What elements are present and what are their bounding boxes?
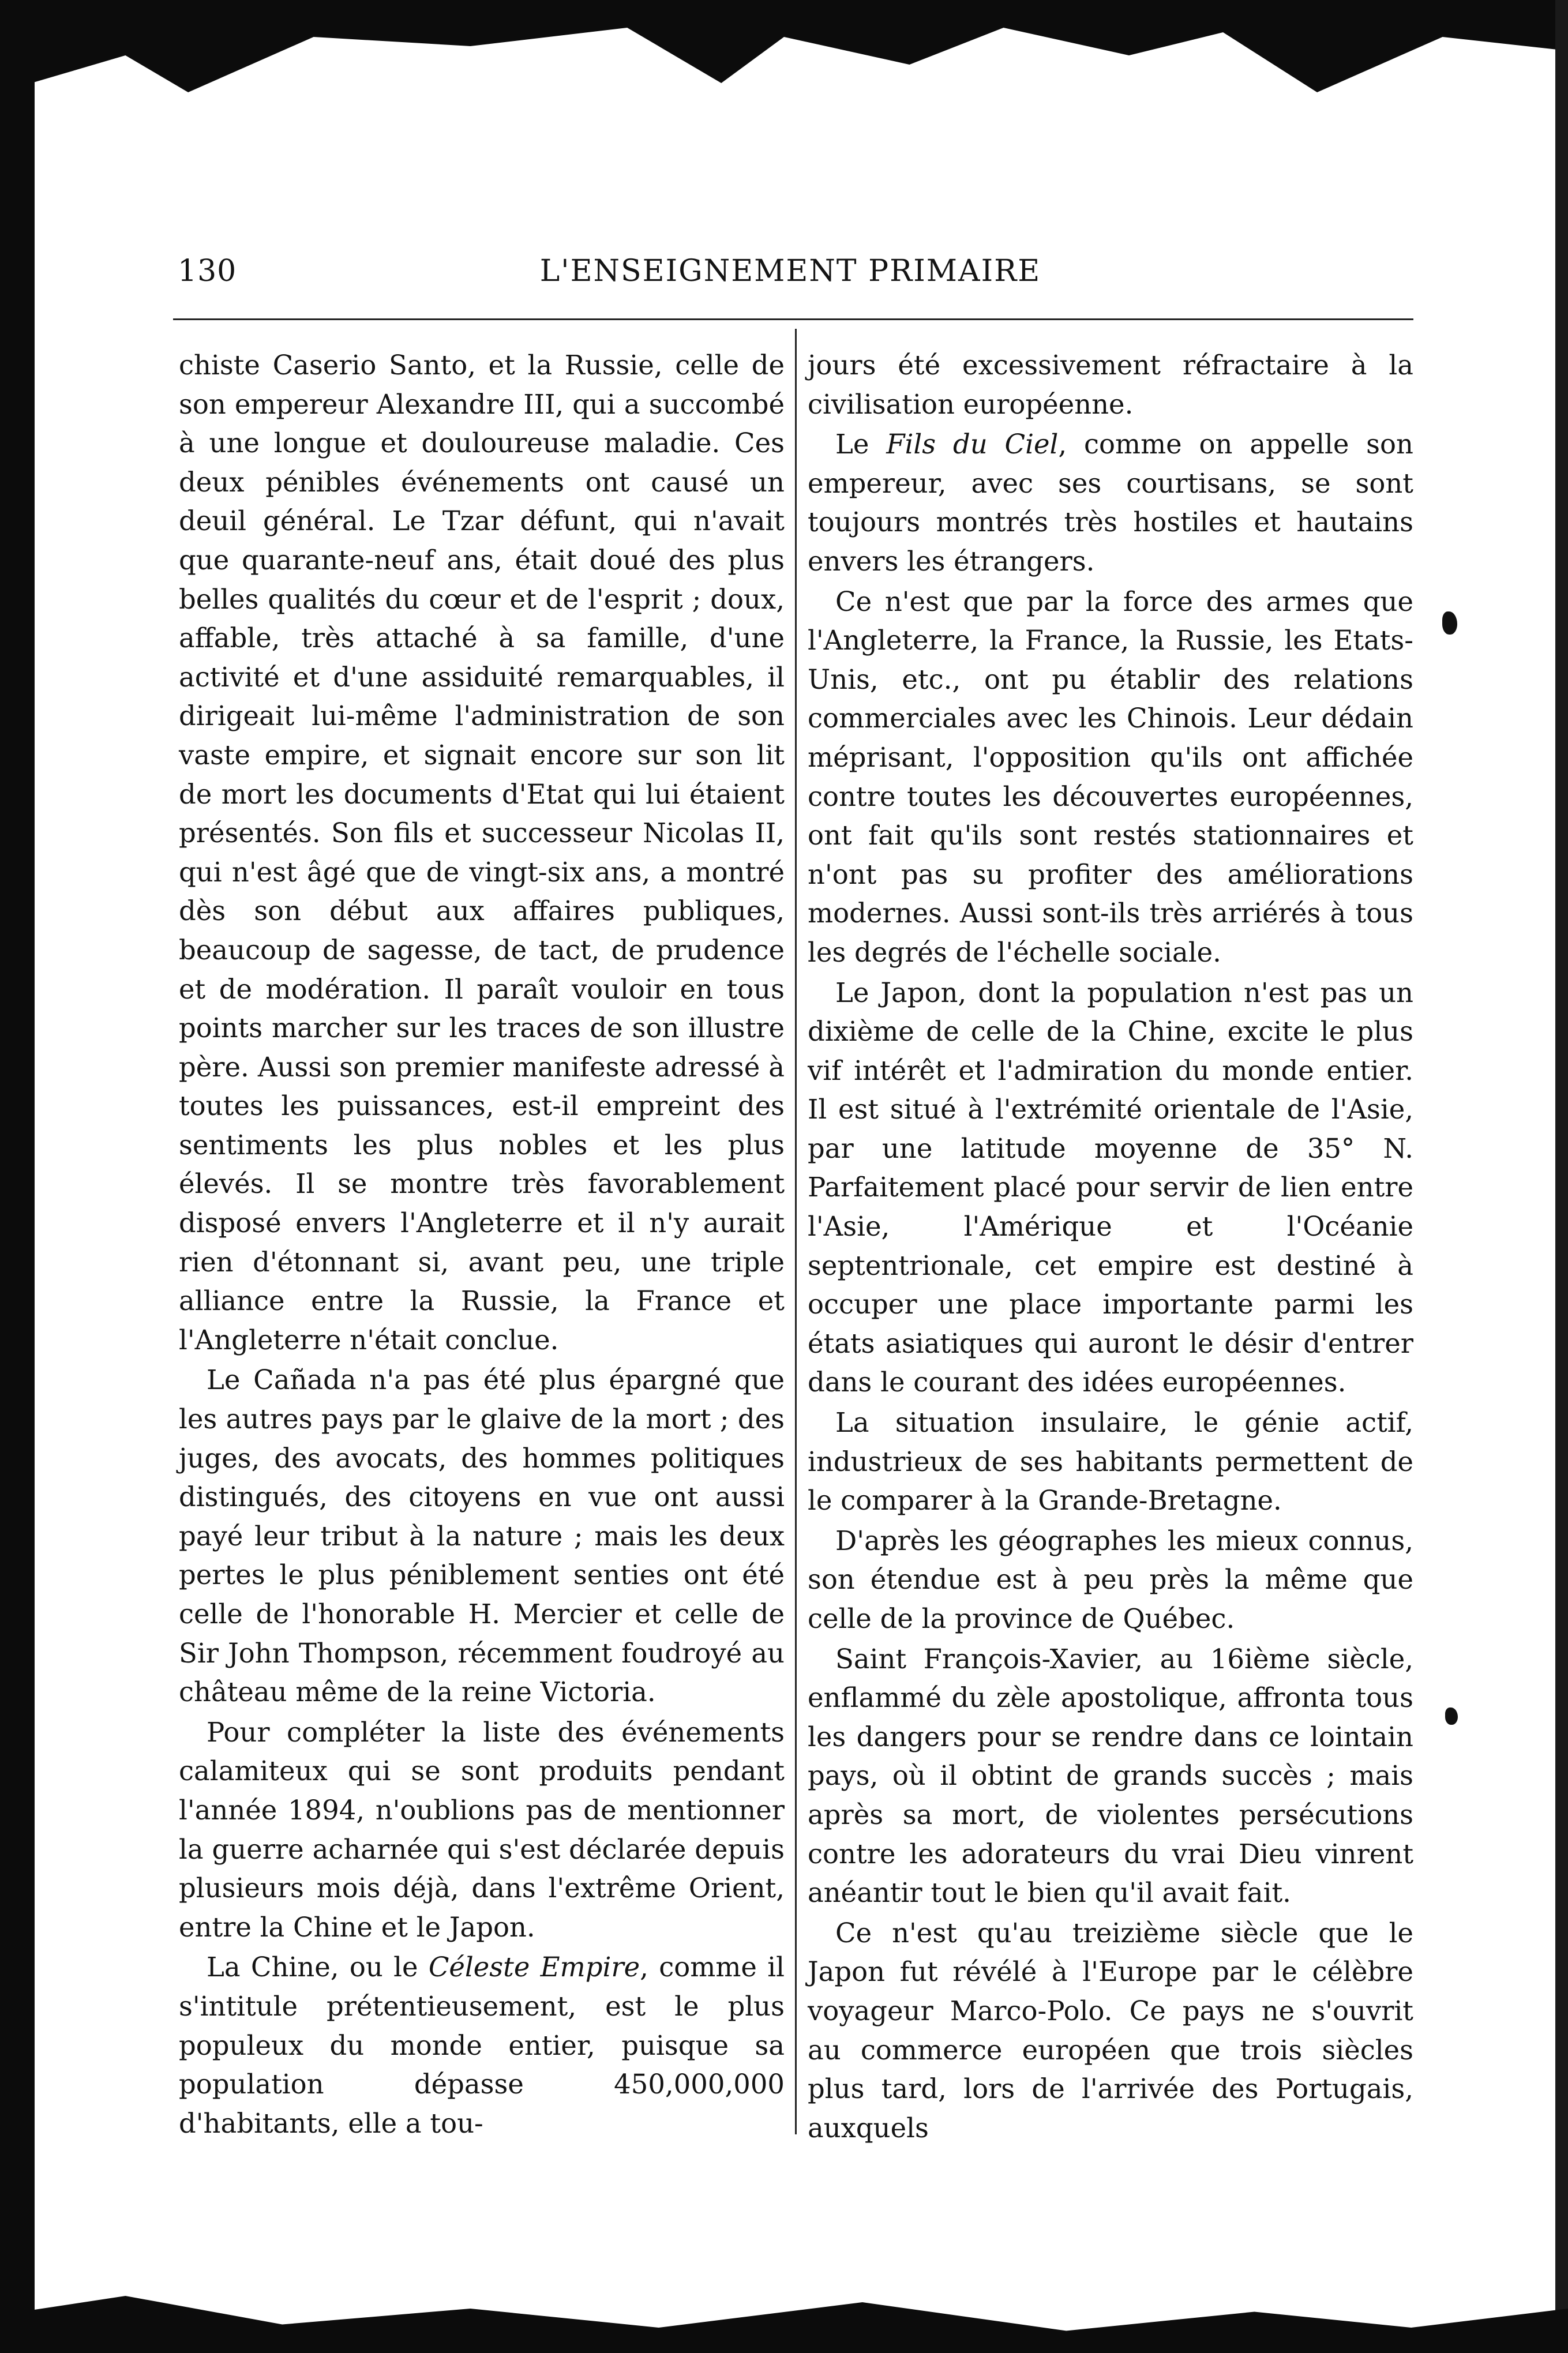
header-rule	[173, 318, 1413, 320]
paragraph	[179, 1948, 785, 2143]
ink-blot	[1445, 1707, 1458, 1725]
running-title: L'ENSEIGNEMENT PRIMAIRE	[539, 254, 1041, 288]
paragraph: chiste Caserio Santo, et la Russie, celle de son empereur Alexandre III, qui a succombé à une longue et douloureuse maladie. Ces deux pénibles événements ont causé un deuil général. Le Tzar défunt, qui n'avait que quarante-neuf ans, était doué des plus belles qualités du cœur et de l'esprit ; doux, affable, très attaché à sa famille, d'une activité et d'une assiduité remarquables, il dirigeait lui-même l'administration de son vaste empire, et signait encore sur son lit de mort les documents d'Etat qui lui étaient présentés. Son fils et successeur Nicolas II, qui n'est âgé que de vingt-six ans, a montré dès son début aux affaires publiques, beaucoup de sagesse, de tact, de prudence et de modération. Il paraît vouloir en tous points marcher sur les traces de son illustre père. Aussi son premier manifeste adressé à toutes les puissances, est-il empreint des sentiments les plus nobles et les plus élevés. Il se montre très favorablement disposé envers l'Angleterre et il n'y aurait rien d'étonnant si, avant peu, une triple alliance entre la Russie, la France et l'Angleterre n'était conclue.	[179, 350, 785, 1356]
text-run: La Chine, ou le	[207, 1952, 429, 1983]
italic-title: Fils du Ciel	[886, 429, 1059, 460]
paragraph: Pour compléter la liste des événements calamiteux qui se sont produits pendant l'année 1894, n'oublions pas de mentionner la guerre acharnée qui s'est déclarée depuis plusieurs mois déjà, dans l'extrême Orient, entre la Chine et le Japon.	[179, 1716, 785, 1943]
left-column	[179, 346, 785, 2144]
paragraph: Saint François-Xavier, au 16ième siècle, enflammé du zèle apostolique, affronta tous les dangers pour se rendre dans ce lointain pays, où il obtint de grands succès ; mais après sa mort, de violentes persécutions contre les adorateurs du vrai Dieu vinrent anéantir tout le bien qu'il avait fait.	[808, 1643, 1413, 1909]
paragraph: La situation insulaire, le génie actif, industrieux de ses habitants permettent de le comparer à la Grande-Bretagne.	[808, 1407, 1413, 1517]
paragraph: Ce n'est que par la force des armes que l'Angleterre, la France, la Russie, les Etats-Unis, etc., ont pu établir des relations commerciales avec les Chinois. Leur dédain méprisant, l'opposition qu'ils ont affichée contre toutes les découvertes européennes, ont fait qu'ils sont restés stationnaires et n'ont pas su profiter des améliorations modernes. Aussi sont-ils très arriérés à tous les degrés de l'échelle sociale.	[808, 586, 1413, 968]
paragraph: Ce n'est qu'au treizième siècle que le Japon fut révélé à l'Europe par le célèbre voyageur Marco-Polo. Ce pays ne s'ouvrit au commerce européen que trois siècles plus tard, lors de l'arrivée des Portugais, auxquels	[808, 1917, 1413, 2144]
text-run: Le	[835, 429, 887, 460]
text-run: , comme il s'intitule prétentieusement, est le plus populeux du monde entier, puisque sa population dépasse 450,000,000 d'habitants, elle a tou-	[179, 1952, 785, 2139]
page-header	[173, 254, 1408, 294]
page-number: 130	[178, 254, 237, 288]
paragraph	[808, 425, 1413, 581]
italic-title: Céleste Empire	[428, 1952, 640, 1983]
paragraph: Le Cañada n'a pas été plus épargné que les autres pays par le glaive de la mort ; des juges, des avocats, des hommes politiques distingués, des citoyens en vue ont aussi payé leur tribut à la nature ; mais les deux pertes le plus péniblement senties ont été celle de l'honorable H. Mercier et celle de Sir John Thompson, récemment foudroyé au château même de la reine Victoria.	[179, 1364, 785, 1708]
right-column	[808, 346, 1413, 2149]
text-run: , comme on appelle son empereur, avec ses courtisans, se sont toujours montrés très hostiles et hautains envers les étrangers.	[808, 429, 1413, 577]
scan-border-left	[0, 0, 35, 2353]
paragraph: D'après les géographes les mieux connus, son étendue est à peu près la même que celle de la province de Québec.	[808, 1525, 1413, 1634]
paragraph: jours été excessivement réfractaire à la civilisation européenne.	[808, 350, 1413, 420]
paragraph: Le Japon, dont la population n'est pas un dixième de celle de la Chine, excite le plus vif intérêt et l'admiration du monde entier. Il est situé à l'extrémité orientale de l'Asie, par une latitude moyenne de 35° N. Parfaitement placé pour servir de lien entre l'Asie, l'Amérique et l'Océanie septentrionale, cet empire est destiné à occuper une place importante parmi les états asiatiques qui auront le désir d'entrer dans le courant des idées européennes.	[808, 977, 1413, 1398]
column-divider	[795, 329, 797, 2134]
scan-border-right	[1555, 0, 1568, 2353]
ink-blot	[1442, 611, 1457, 635]
scan-border-top	[0, 0, 1568, 92]
scan-border-bottom	[0, 2290, 1568, 2353]
